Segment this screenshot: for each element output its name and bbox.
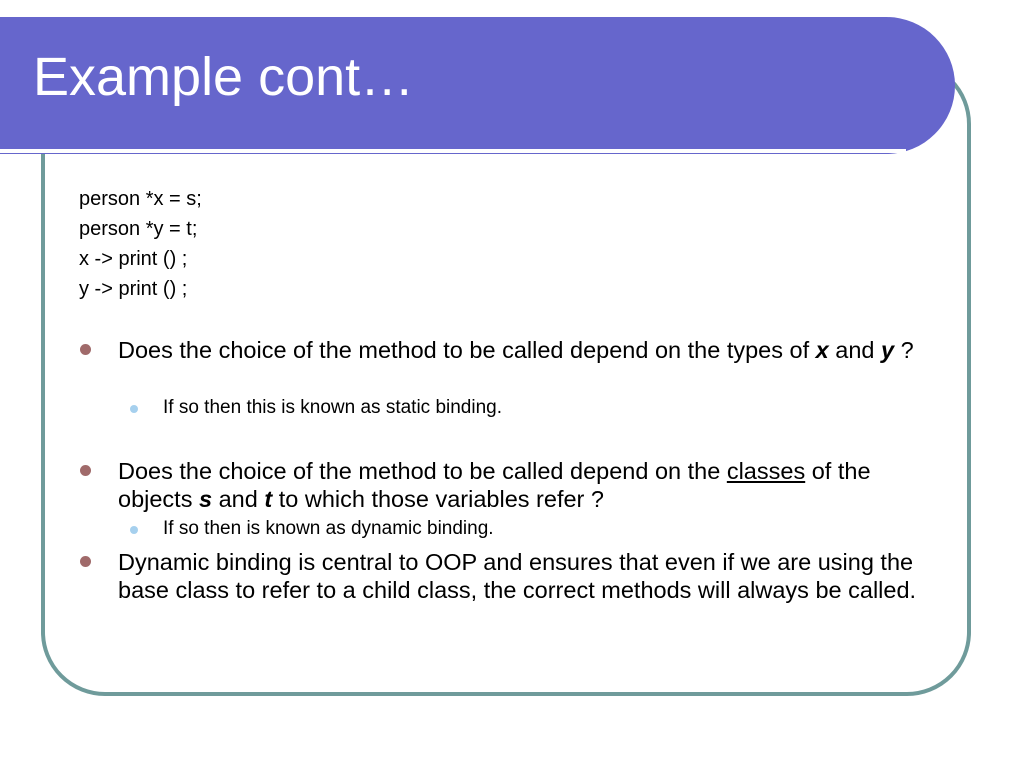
code-line: person *y = t; — [79, 218, 198, 240]
bullet-dot — [80, 465, 91, 476]
title-underline — [0, 149, 906, 153]
code-line: x -> print () ; — [79, 248, 188, 270]
code-block — [79, 184, 202, 304]
sub-bullet-static-binding: If so then this is known as static binding. — [163, 397, 503, 418]
sub-bullet-dot — [130, 526, 138, 534]
bullet-dot — [80, 344, 91, 355]
bullet-dynamic-binding-question: Does the choice of the method to be called depend on the classes of the objects s and t to which those variables refer ? — [118, 458, 871, 512]
code-line: person *x = s; — [79, 188, 202, 210]
bullet-dynamic-binding-oop: Dynamic binding is central to OOP and ensures that even if we are using the base class to refer to a child class, the correct methods will always be called. — [118, 549, 917, 603]
sub-bullet-dynamic-binding: If so then is known as dynamic binding. — [163, 518, 494, 539]
var-s: s — [199, 486, 213, 512]
var-x: x — [815, 337, 829, 363]
code-line: y -> print () ; — [79, 278, 188, 300]
var-y: y — [881, 337, 895, 363]
underlined-classes: classes — [726, 458, 806, 484]
slide-title: Example cont… — [33, 47, 415, 107]
var-t: t — [264, 486, 273, 512]
sub-bullet-dot — [130, 405, 138, 413]
bullet-static-binding-question: Does the choice of the method to be called depend on the types of x and y ? — [118, 337, 914, 363]
bullet-dot — [80, 556, 91, 567]
